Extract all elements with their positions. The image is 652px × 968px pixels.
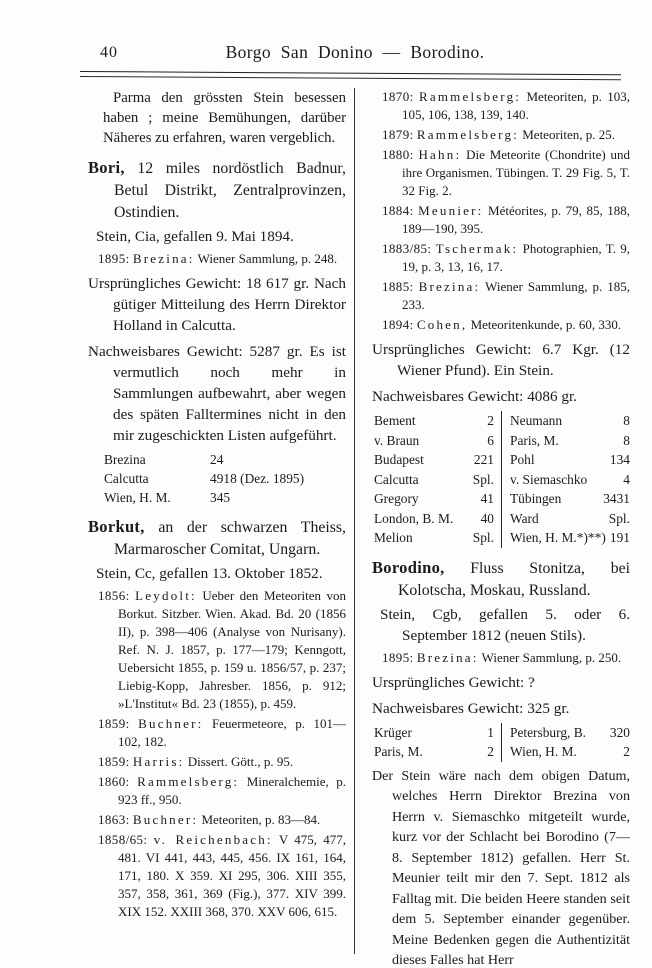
entry-borkut-class-line: Stein, Cc, gefallen 13. Oktober 1852. [96, 565, 323, 582]
collection-value: 134 [609, 452, 630, 467]
collection-name: Calcutta [104, 471, 149, 486]
bib-year: 1884: [382, 203, 414, 218]
collection-name: Tübingen [510, 491, 562, 506]
bib-entry [372, 278, 630, 314]
collection-name: Wien, H. M. [510, 744, 577, 759]
collection-value: 4 [623, 471, 630, 487]
bib-author: Rammelsberg: [419, 89, 522, 104]
bib-text: Meteoriten, p. 83—84. [201, 812, 321, 827]
collection-row [510, 431, 630, 451]
entry-bori-class-line: Stein, Cia, gefallen 9. Mai 1894. [96, 228, 294, 245]
bib-author: v. Reichenbach: [153, 832, 273, 847]
bib-year: 1863: [98, 812, 130, 827]
collection-name: Budapest [374, 452, 424, 467]
collections-subcolumn-left [374, 411, 502, 548]
collection-row [374, 411, 494, 431]
page-header [88, 42, 622, 66]
bib-entry [372, 316, 630, 334]
collection-name: v. Siemaschko [510, 471, 588, 487]
borodino-weight-verified: Nachweisbares Gewicht: 325 gr. [372, 699, 570, 717]
collection-name: Calcutta [374, 471, 419, 487]
collection-row [510, 742, 630, 762]
collection-value: Spl. [472, 530, 494, 545]
collection-name: London, B. M. [374, 510, 454, 526]
entry-bori-heading [88, 157, 346, 224]
bori-weight-original: Ursprüngliches Gewicht: 18 617 gr. Nach gütiger Mitteilung des Herrn Direktor Holland in Calcutta. [88, 275, 346, 334]
collection-row [104, 488, 346, 507]
collection-value: 3431 [603, 491, 630, 506]
collection-name: Wien, H. M.*)**) [510, 530, 606, 545]
bib-text: Meteoriten, p. 25. [522, 127, 616, 142]
bib-author: Buchner: [138, 716, 204, 731]
bori-bibliography [88, 250, 346, 268]
right-column [355, 88, 631, 968]
collection-name: Paris, M. [510, 432, 559, 448]
collection-row [510, 450, 630, 470]
collection-value: 221 [473, 452, 494, 467]
bib-entry [372, 202, 630, 238]
collections-subcolumn-left [374, 723, 502, 762]
bib-author: Cohen, [416, 317, 468, 332]
bib-author: Tschermak: [435, 241, 519, 256]
collection-row [510, 470, 630, 490]
bib-entry [372, 146, 630, 200]
collection-value: 40 [480, 510, 494, 526]
bib-entry [88, 250, 346, 268]
bib-year: 1885: [382, 279, 414, 294]
entry-headword: Bori, [88, 158, 125, 177]
entry-borkut-heading [88, 516, 346, 561]
collections-subcolumn-right [502, 723, 630, 762]
collection-row [374, 509, 494, 529]
bib-text: Mineralchemie, p. 923 ff., 950. [118, 774, 347, 807]
bib-text: Meteoritenkunde, p. 60, 330. [470, 317, 622, 332]
bib-year: 1860: [98, 774, 130, 789]
bib-entry [372, 240, 630, 276]
bib-author: Brezina: [416, 649, 479, 665]
bib-entry [88, 773, 346, 809]
collection-value: 320 [609, 724, 630, 740]
collection-value: Spl. [608, 510, 630, 526]
collection-name: Paris, M. [374, 744, 423, 759]
collection-value: 41 [480, 491, 494, 506]
bib-year: 1858/65: [98, 832, 148, 847]
collection-row [510, 723, 630, 743]
bib-text: V 475, 477, 481. VI 441, 443, 445, 456. IX 161, 164, 171, 180. X 359. XI 295, 306. XIII 355, 357, 358, 361, 369 (Fig.), 377. XIV 399. XIX 152. XXIII 368, 370. XXV 606, 615. [118, 832, 346, 919]
collection-name: Wien, H. M. [104, 490, 171, 505]
bib-year: 1895: [382, 649, 414, 665]
borkut-weight-original: Ursprüngliches Gewicht: 6.7 Kgr. (12 Wiener Pfund). Ein Stein. [372, 341, 630, 379]
entry-location: Fluss Stonitza, bei Kolotscha, Moskau, Russland. [398, 559, 630, 599]
bib-text: Wiener Sammlung, p. 185, 233. [402, 279, 630, 312]
header-rule [80, 71, 621, 80]
bib-author: Brezina: [132, 251, 195, 266]
bib-year: 1880: [382, 147, 414, 162]
collection-row [510, 528, 630, 548]
bib-entry [372, 88, 630, 124]
bib-entry [88, 753, 346, 771]
bib-year: 1894: [382, 317, 414, 332]
bib-entry [372, 649, 630, 667]
collection-name: Gregory [374, 491, 419, 506]
bib-author: Buchner: [132, 812, 199, 827]
collection-value: Spl. [472, 471, 494, 487]
bib-text: Photographien, T. 9, 19, p. 3, 13, 16, 17. [402, 241, 630, 274]
collection-row [374, 528, 494, 548]
page-number: 40 [100, 44, 118, 61]
collection-value: 24 [210, 452, 224, 467]
bib-author: Harris: [132, 754, 185, 769]
borkut-bibliography [88, 587, 346, 921]
collection-value: 6 [487, 432, 494, 448]
collection-row [374, 723, 494, 743]
collection-value: 191 [609, 530, 630, 545]
collection-name: Pohl [510, 452, 535, 467]
bib-year: 1859: [98, 754, 130, 769]
left-column [88, 88, 346, 954]
bib-author: Leydolt: [135, 588, 197, 603]
collection-name: Krüger [374, 724, 412, 740]
collection-value: 345 [210, 490, 231, 505]
borkut-collections-table [374, 411, 630, 548]
entry-location: an der schwarzen Theiss, Marmaroscher Comitat, Ungarn. [114, 519, 346, 558]
collections-subcolumn-right [502, 411, 630, 548]
borodino-note-paragraph: Der Stein wäre nach dem obigen Datum, welches Herrn Direktor Brezina von Herrn v. Siemaschko mitgeteilt wurde, kurz vor der Schlacht bei Borodino (7— 8. September 1812) gefallen. Herr St. Meunier teilt mir den 7. Sept. 1812 als Falltag mit. Die beiden Heere standen seit dem 5. September einander gegenüber. Meine Bedenken gegen die Authentizität dieses Falles hat Herr [372, 767, 630, 968]
collection-name: v. Braun [374, 432, 420, 448]
entry-borodino-class-line: Stein, Cgb, gefallen 5. oder 6. September 1812 (neuen Stils). [380, 605, 630, 644]
collection-row [104, 469, 346, 488]
running-title: Borgo San Donino — Borodino. [225, 42, 485, 62]
bib-text: Die Meteorite (Chondrite) und ihre Organismen. Tübingen. T. 29 Fig. 5, T. 32 Fig. 2. [402, 147, 631, 198]
bib-entry [88, 831, 346, 921]
bib-year: 1883/85: [382, 241, 432, 256]
bib-year: 1859: [98, 716, 130, 731]
borodino-collections-table [374, 723, 630, 762]
bori-collections-table [104, 450, 346, 507]
collection-value: 8 [623, 413, 630, 428]
bib-author: Brezina: [418, 279, 481, 294]
entry-headword: Borkut, [88, 517, 145, 536]
bib-year: 1879: [382, 127, 414, 142]
bib-author: Rammelsberg: [137, 774, 240, 789]
bib-entry [372, 126, 630, 144]
bib-entry [88, 715, 346, 751]
bib-author: Rammelsberg: [416, 127, 519, 142]
bib-author: Meunier: [418, 203, 484, 218]
collection-name: Bement [374, 413, 416, 428]
continuation-paragraph: Parma den grössten Stein besessen haben ; meine Bemühungen, darüber Näheres zu erfahren, waren vergeblich. [103, 90, 346, 146]
collection-row [374, 431, 494, 451]
collection-row [374, 489, 494, 509]
bori-weight-verified: Nachweisbares Gewicht: 5287 gr. Es ist vermutlich noch mehr in Sammlungen aufbewahrt, aber wegen des späten Falltermines nicht in den mir zugeschickten Listen aufgeführt. [88, 343, 346, 444]
text-columns [88, 88, 631, 968]
collection-value: 2 [487, 413, 494, 428]
bib-year: 1870: [382, 89, 414, 104]
collection-name: Petersburg, B. [510, 724, 587, 740]
borkut-bibliography-continued [372, 88, 630, 334]
collection-value: 1 [487, 724, 494, 740]
entry-location: 12 miles nordöstlich Badnur, Betul Distrikt, Zentralprovinzen, Ostindien. [114, 160, 346, 221]
collection-row [510, 489, 630, 509]
borodino-weight-original: Ursprüngliches Gewicht: ? [372, 673, 535, 691]
bib-text: Wiener Sammlung, p. 248. [197, 251, 338, 266]
bib-entry [88, 811, 346, 829]
collection-name: Melion [374, 530, 413, 545]
bib-year: 1895: [98, 251, 130, 266]
borkut-weight-verified: Nachweisbares Gewicht: 4086 gr. [372, 388, 577, 405]
collection-value: 2 [623, 744, 630, 759]
collection-value: 8 [623, 432, 630, 448]
collection-name: Ward [510, 510, 539, 526]
collection-row [374, 450, 494, 470]
collection-name: Brezina [104, 452, 146, 467]
collection-row [104, 450, 346, 469]
bib-text: Feuermeteore, p. 101—102, 182. [118, 716, 346, 749]
bib-author: Hahn: [418, 147, 462, 162]
bib-entry [88, 587, 346, 713]
collection-row [374, 470, 494, 490]
bib-text: Météorites, p. 79, 85, 188, 189—190, 395. [402, 203, 630, 236]
bib-text: Wiener Sammlung, p. 250. [481, 649, 622, 665]
borodino-bibliography [372, 649, 630, 667]
collection-row [510, 509, 630, 529]
bib-text: Meteoriten, p. 103, 105, 106, 138, 139, 140. [402, 89, 631, 122]
collection-row [374, 742, 494, 762]
collection-value: 4918 (Dez. 1895) [210, 471, 305, 486]
entry-borodino-heading [372, 557, 630, 602]
collection-row [510, 411, 630, 431]
entry-headword: Borodino, [372, 557, 445, 577]
bib-year: 1856: [98, 588, 130, 603]
bib-text: Ueber den Meteoriten von Borkut. Sitzber. Wien. Akad. Bd. 20 (1856 II), p. 398—406 (Analyse von Nurisany). Ref. N. J. 1857, p. 177—179; Kenngott, Uebersicht 1855, p. 159 u. 1856/57, p. 237; Liebig-Kopp, Jahresber. 1856, p. 912; »L'Institut« Bd. 23 (1855), p. 459. [118, 588, 346, 711]
collection-value: 2 [487, 744, 494, 759]
collection-name: Neumann [510, 413, 563, 428]
bib-text: Dissert. Gött., p. 95. [187, 754, 294, 769]
